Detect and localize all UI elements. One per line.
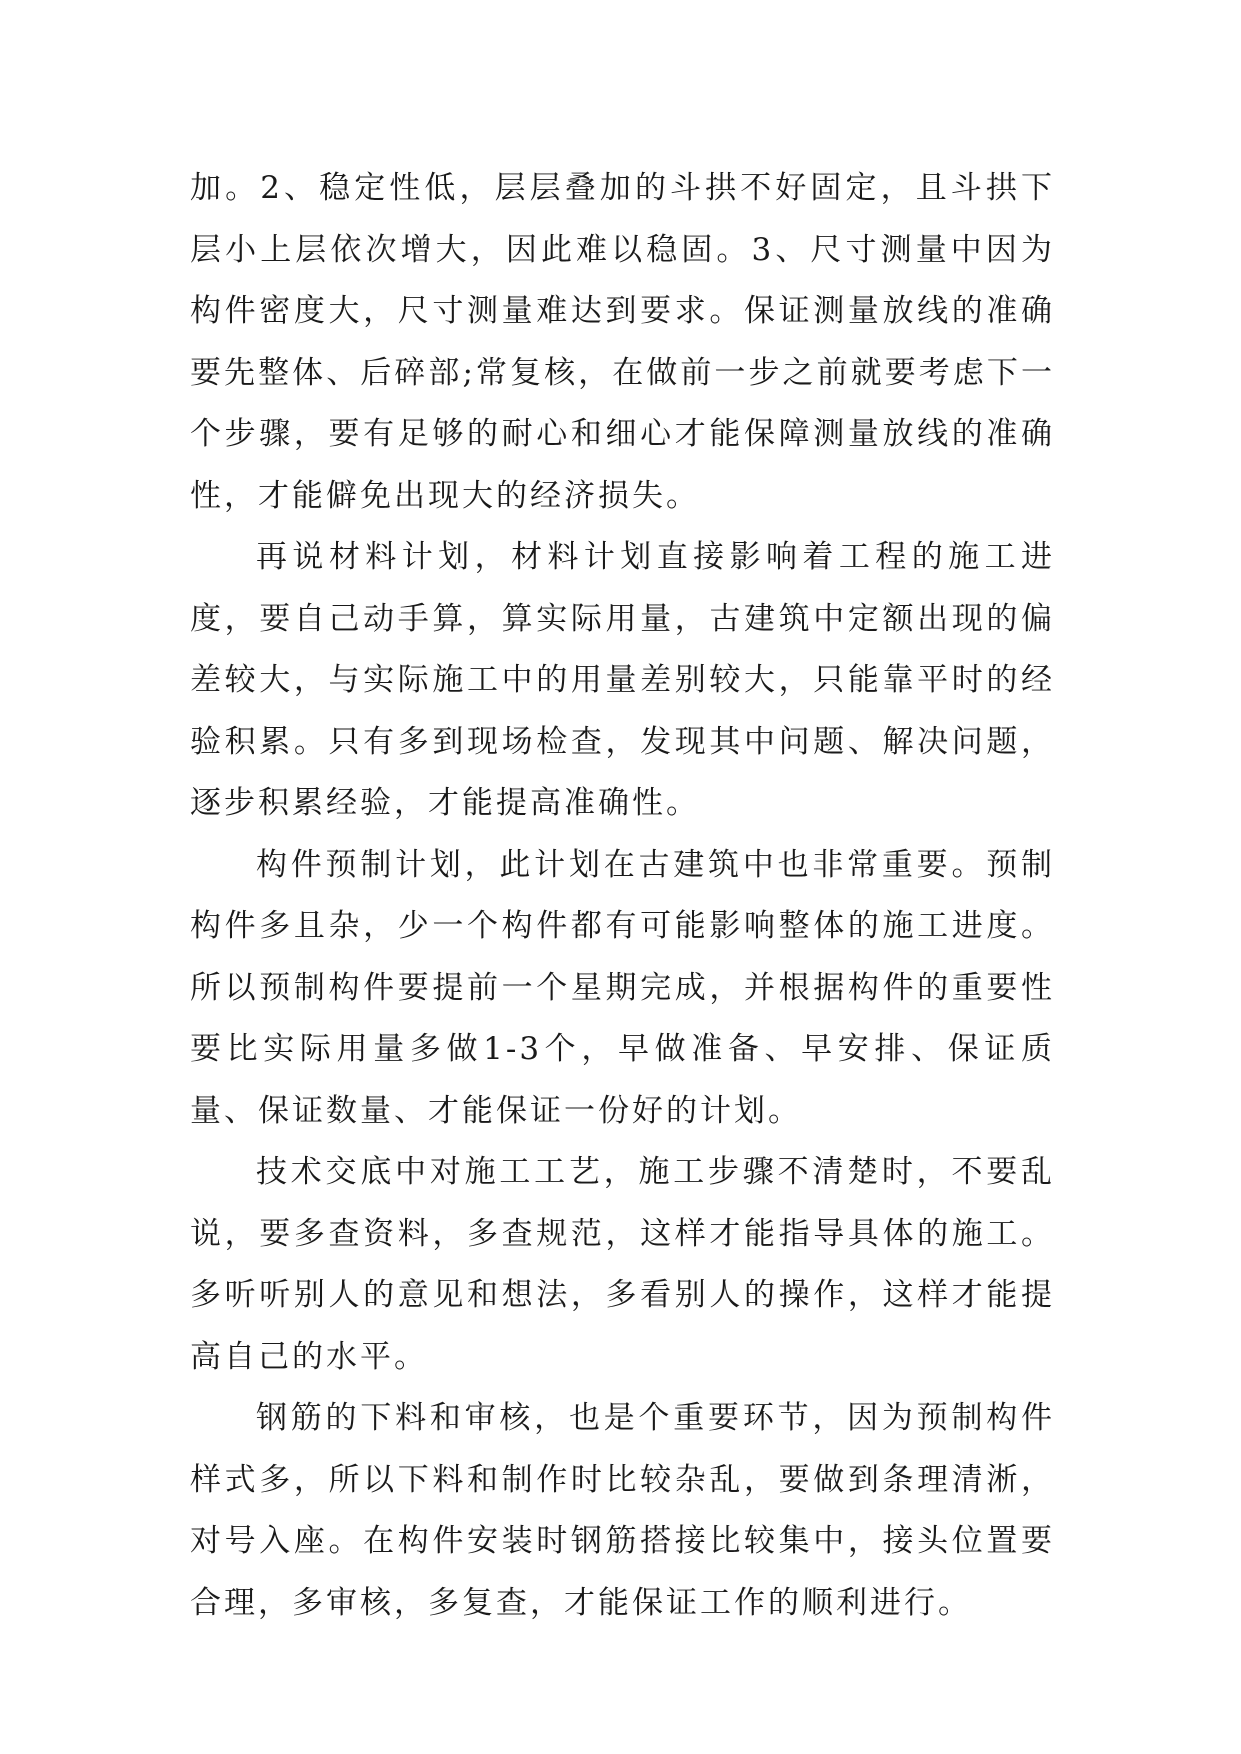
paragraph-rebar-review: 钢筋的下料和审核，也是个重要环节，因为预制构件样式多，所以下料和制作时比较杂乱，要做到条理清淅，对号入座。在构件安装时钢筋搭接比较集中，接头位置要合理，多审核，多复查，才能保证工作的顺利进行。 [190,1400,1055,1621]
paragraph-continuation: 加。2、稳定性低，层层叠加的斗拱不好固定，且斗拱下层小上层依次增大，因此难以稳固。3、尺寸测量中因为构件密度大，尺寸测量难达到要求。保证测量放线的准确要先整体、后碎部;常复核，在做前一步之前就要考虑下一个步骤，要有足够的耐心和细心才能保障测量放线的准确性，才能僻免出现大的经济损失。 [190,170,1055,514]
document-body [190,158,1055,1634]
paragraph-technical-briefing: 技术交底中对施工工艺，施工步骤不清楚时，不要乱说，要多查资料，多查规范，这样才能指导具体的施工。多听听别人的意见和想法，多看别人的操作，这样才能提高自己的水平。 [190,1154,1055,1375]
paragraph-prefab-plan: 构件预制计划，此计划在古建筑中也非常重要。预制构件多且杂，少一个构件都有可能影响整体的施工进度。所以预制构件要提前一个星期完成，并根据构件的重要性要比实际用量多做1-3个，早做准备、早安排、保证质量、保证数量、才能保证一份好的计划。 [190,846,1055,1129]
paragraph-material-plan: 再说材料计划，材料计划直接影响着工程的施工进度，要自己动手算，算实际用量，古建筑中定额出现的偏差较大，与实际施工中的用量差别较大，只能靠平时的经验积累。只有多到现场检查，发现其中问题、解决问题，逐步积累经验，才能提高准确性。 [190,539,1055,821]
